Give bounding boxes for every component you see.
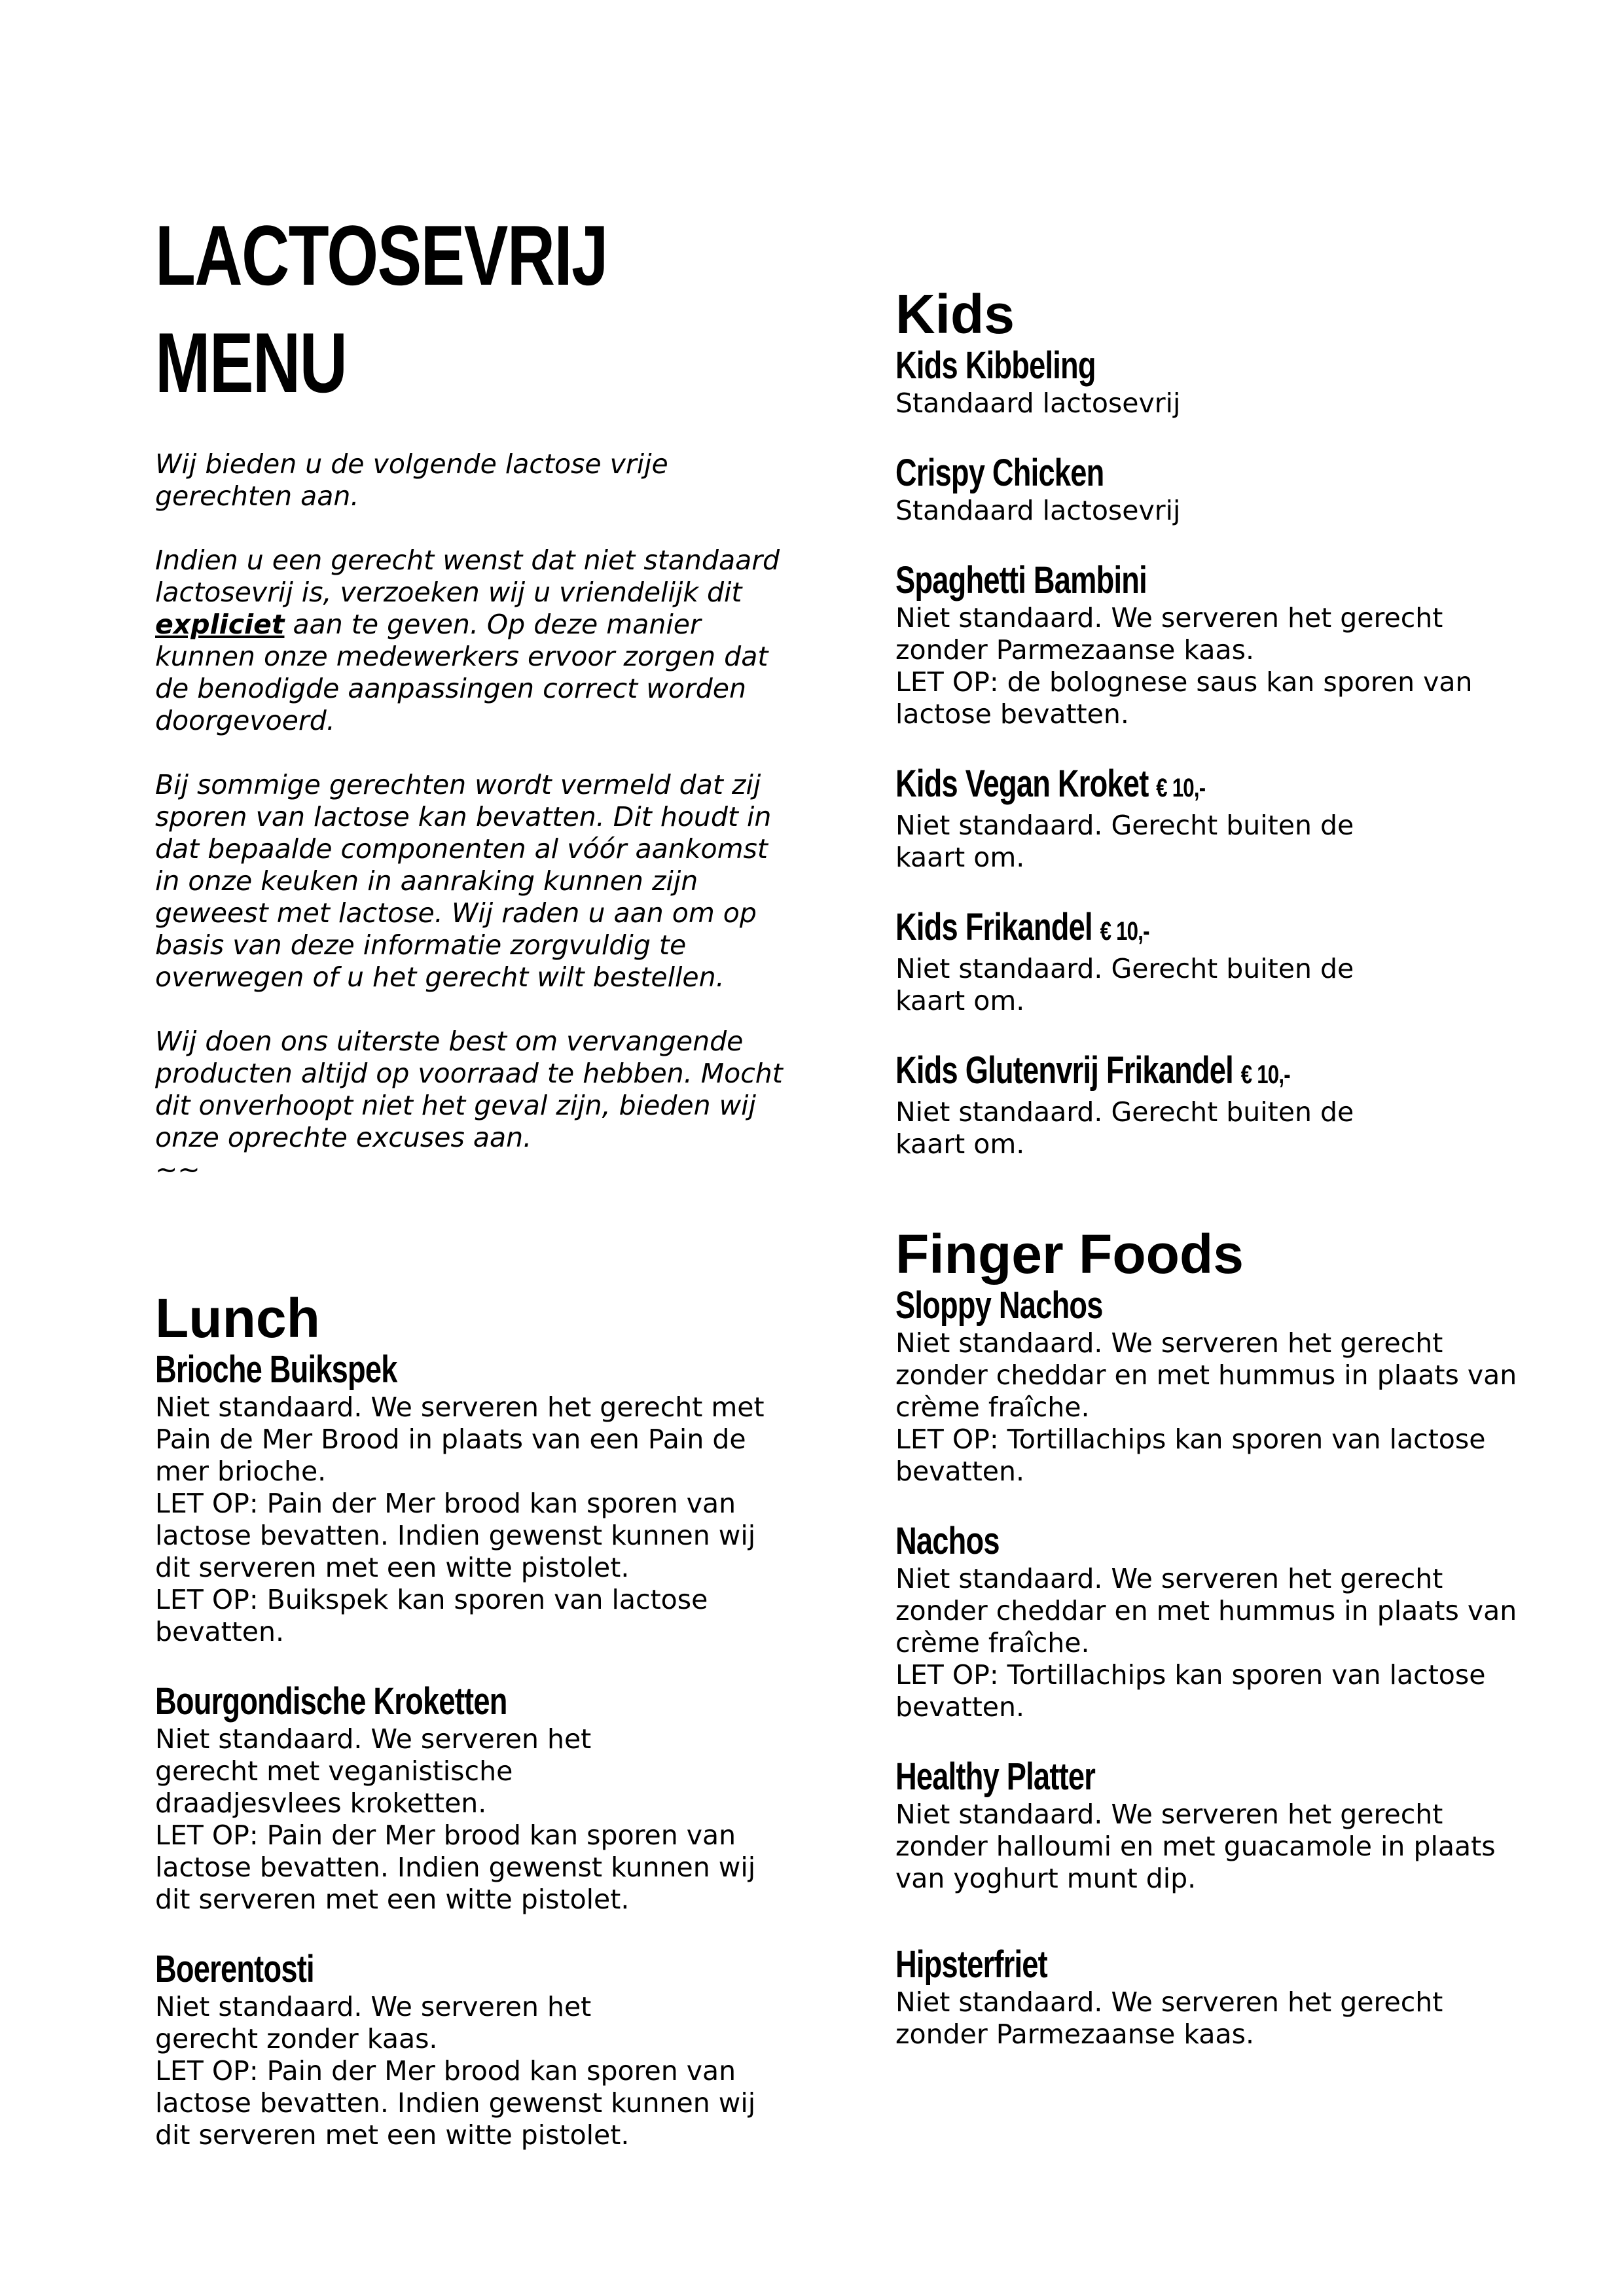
intro-paragraph: Wij bieden u de volgende lactose vrije gerechten aan. [155, 448, 668, 512]
page-title [155, 202, 607, 416]
menu-item [895, 906, 1524, 1017]
menu-item [155, 1680, 784, 1916]
menu-item-name: Healthy Platter [895, 1755, 1096, 1798]
intro-paragraph [155, 545, 784, 737]
menu-item-name-text: Kids Glutenvrij Frikandel [895, 1049, 1233, 1092]
menu-item [895, 1943, 1524, 2051]
menu-item-name: Boerentosti [155, 1948, 314, 1990]
section-title-kids: Kids [895, 283, 1015, 345]
menu-item [155, 1948, 784, 2151]
menu-item-description: Niet standaard. We serveren het gerecht zonder Parmezaanse kaas. [895, 1986, 1443, 2050]
intro-emphasis: expliciet [155, 609, 285, 640]
menu-item-description: Niet standaard. Gerecht buiten de kaart om. [895, 953, 1354, 1016]
kids-section [895, 284, 1524, 1160]
menu-item [895, 559, 1524, 730]
menu-item [895, 344, 1524, 420]
menu-item-name-text: Kids Vegan Kroket [895, 762, 1149, 805]
intro-paragraph: Wij doen ons uiterste best om vervangende producten altijd op voorraad te hebben. Mocht dit onverhoopt niet het geval zijn, bieden wij onze oprechte excuses aan. [155, 1026, 783, 1153]
menu-item-name: Sloppy Nachos [895, 1284, 1103, 1327]
menu-item-description: Niet standaard. We serveren het gerecht zonder Parmezaanse kaas. LET OP: de bolognese saus kan sporen van lactose bevatten. [895, 602, 1473, 730]
page-title-line-1: LACTOSEVRIJ [155, 207, 607, 303]
intro-paragraph: Bij sommige gerechten wordt vermeld dat zij sporen van lactose kan bevatten. Dit houdt in dat bepaalde componenten al vóór aankomst in onze keuken in aanraking kunnen zijn geweest met lactose. Wij raden u aan om op basis van deze informatie zorgvuldig te overwegen of u het gerecht wilt bestellen. [155, 769, 772, 993]
menu-item-name-text: Crispy Chicken [895, 452, 1104, 494]
intro-divider: ~~ [155, 1154, 200, 1185]
intro-text-part: aan te geven. Op deze manier kunnen onze medewerkers ervoor zorgen dat de benodigde aanpassingen correct worden doorgevoerd. [155, 609, 768, 736]
menu-item [895, 1755, 1524, 1895]
menu-item-description: Niet standaard. We serveren het gerecht met Pain de Mer Brood in plaats van een Pain de mer brioche. LET OP: Pain der Mer brood kan sporen van lactose bevatten. Indien gewenst kunnen wij dit serveren met een witte pistolet. LET OP: Buikspek kan sporen van lactose bevatten. [155, 1391, 765, 1647]
menu-item-description: Niet standaard. We serveren het gerecht met veganistische draadjesvlees kroketten. LET OP: Pain der Mer brood kan sporen van lactose bevatten. Indien gewenst kunnen wij dit serveren met een witte pistolet. [155, 1723, 756, 1915]
menu-item-price: € 10,- [1156, 774, 1206, 802]
section-title-finger-foods: Finger Foods [895, 1223, 1244, 1285]
section-title-lunch: Lunch [155, 1287, 320, 1349]
menu-item-name-text: Kids Frikandel [895, 906, 1092, 948]
menu-item-name [895, 906, 1386, 953]
menu-item-name: Hipsterfriet [895, 1943, 1047, 1986]
menu-item [895, 762, 1524, 874]
menu-item-price: € 10,- [1100, 917, 1149, 946]
menu-item-name [895, 1049, 1386, 1096]
menu-item [895, 1520, 1524, 1723]
menu-item-description: Niet standaard. We serveren het gerecht zonder cheddar en met hummus in plaats van crème fraîche. LET OP: Tortillachips kan sporen van lactose bevatten. [895, 1327, 1517, 1487]
menu-item-description: Niet standaard. We serveren het gerecht zonder cheddar en met hummus in plaats van crème fraîche. LET OP: Tortillachips kan sporen van lactose bevatten. [895, 1563, 1517, 1723]
menu-item-description: Niet standaard. We serveren het gerecht zonder halloumi en met guacamole in plaats van yoghurt munt dip. [895, 1799, 1496, 1894]
menu-item-name-text: Kids Kibbeling [895, 344, 1096, 387]
menu-item-description: Niet standaard. We serveren het gerecht zonder kaas. LET OP: Pain der Mer brood kan sporen van lactose bevatten. Indien gewenst kunnen wij dit serveren met een witte pistolet. [155, 1991, 756, 2151]
menu-item [895, 452, 1524, 527]
finger-foods-section [895, 1224, 1524, 2051]
menu-item-description: Niet standaard. Gerecht buiten de kaart om. [895, 1096, 1354, 1160]
menu-item [895, 1284, 1524, 1488]
menu-item-name [895, 762, 1386, 810]
menu-item-name [895, 452, 1386, 495]
menu-item [155, 1348, 784, 1648]
menu-item-description: Standaard lactosevrij [895, 495, 1181, 526]
menu-item-name: Bourgondische Kroketten [155, 1680, 507, 1723]
menu-item-name [895, 559, 1386, 602]
menu-item-description: Standaard lactosevrij [895, 387, 1181, 419]
menu-item-name: Nachos [895, 1520, 1000, 1562]
intro-text [155, 448, 784, 1186]
menu-item-description: Niet standaard. Gerecht buiten de kaart om. [895, 810, 1354, 873]
lunch-section [155, 1288, 784, 2151]
menu-item-name [895, 344, 1386, 387]
menu-item-name: Brioche Buikspek [155, 1348, 397, 1391]
menu-item-price: € 10,- [1240, 1060, 1290, 1089]
menu-item [895, 1049, 1524, 1160]
menu-item-name-text: Spaghetti Bambini [895, 559, 1147, 601]
page-title-line-2: MENU [155, 315, 347, 410]
intro-text-part: Indien u een gerecht wenst dat niet standaard lactosevrij is, verzoeken wij u vriendelijk dit [155, 545, 780, 608]
